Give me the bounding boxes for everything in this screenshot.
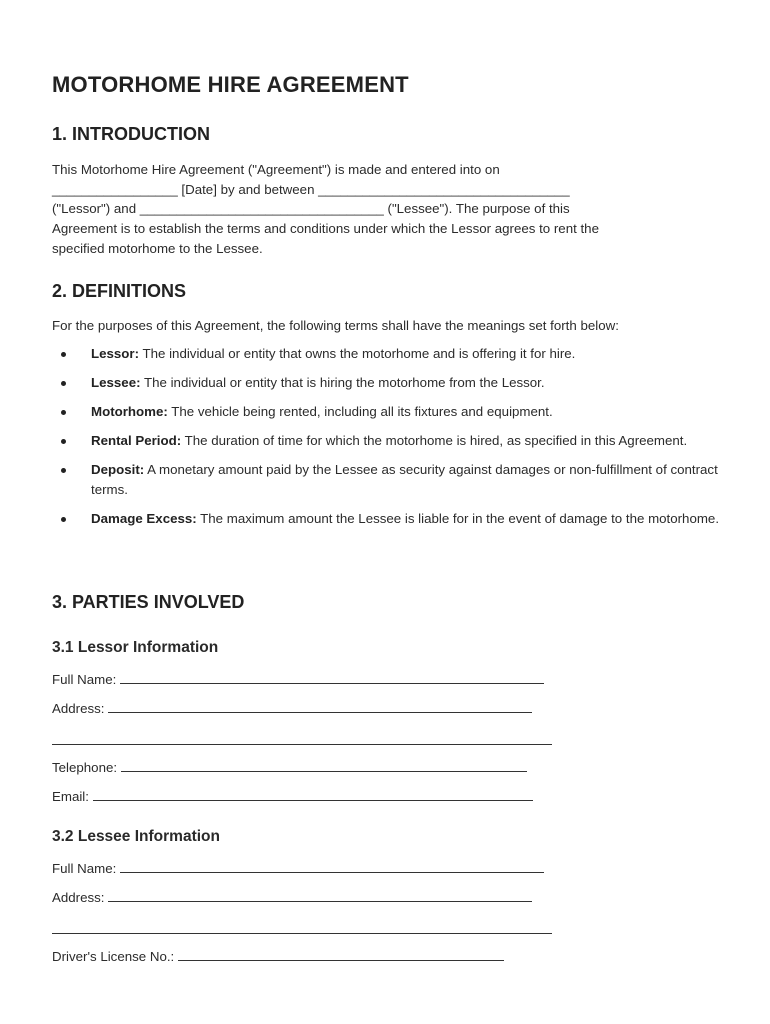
lessor-email-label: Email: (52, 789, 89, 804)
definition-item-lessor (52, 344, 722, 364)
lessor-telephone-label: Telephone: (52, 760, 118, 775)
lessee-license-field (52, 949, 504, 964)
definition-term: Lessee: (91, 375, 141, 391)
lessor-telephone-field (52, 760, 527, 775)
lessee-full-name-field (52, 861, 544, 876)
bullet-icon (61, 381, 66, 386)
lessor-full-name-field (52, 672, 544, 687)
definition-text: The maximum amount the Lessee is liable for in the event of damage to the motorhome. (196, 511, 720, 527)
lessee-full-name-input[interactable] (120, 861, 544, 873)
lessor-telephone-input[interactable] (121, 760, 527, 772)
definition-term: Damage Excess: (91, 511, 197, 527)
document-title: MOTORHOME HIRE AGREEMENT (52, 72, 409, 97)
definitions-list (52, 344, 722, 538)
definition-item-motorhome (52, 402, 722, 422)
definition-term: Motorhome: (91, 404, 168, 420)
intro-line-1: This Motorhome Hire Agreement ("Agreement") is made and entered into on (52, 162, 500, 177)
introduction-heading: 1. INTRODUCTION (52, 124, 211, 144)
lessee-license-input[interactable] (178, 949, 504, 961)
lessor-address-input[interactable] (108, 701, 532, 713)
definition-item-rental-period (52, 431, 722, 451)
lessee-full-name-label: Full Name: (52, 861, 117, 876)
lessee-address-label: Address: (52, 890, 105, 905)
lessor-email-input[interactable] (93, 789, 533, 801)
lessee-address-input[interactable] (108, 890, 532, 902)
definition-text: The individual or entity that is hiring the motorhome from the Lessor. (140, 375, 545, 391)
definition-term: Lessor: (91, 346, 140, 361)
lessee-license-label: Driver's License No.: (52, 949, 175, 964)
lessor-full-name-label: Full Name: (52, 672, 117, 687)
lessor-address-field (52, 701, 532, 716)
intro-line-2: _________________ [Date] by and between __________________________________ (52, 181, 570, 197)
definition-item-lessee (52, 373, 722, 393)
bullet-icon (61, 439, 66, 444)
definitions-heading: 2. DEFINITIONS (52, 281, 187, 301)
bullet-icon (61, 517, 66, 522)
lessee-address-field (52, 890, 532, 905)
lessor-address-line-2-input[interactable] (52, 744, 552, 745)
intro-line-4: Agreement is to establish the terms and conditions under which the Lessor agrees to rent the (52, 221, 599, 237)
parties-heading: 3. PARTIES INVOLVED (52, 592, 245, 612)
definition-text: The vehicle being rented, including all its fixtures and equipment. (167, 404, 553, 420)
introduction-paragraph (52, 160, 702, 259)
bullet-icon (61, 410, 66, 415)
lessee-info-heading: 3.2 Lessee Information (52, 828, 220, 845)
bullet-icon (61, 468, 66, 473)
definition-item-damage-excess (52, 509, 722, 529)
intro-line-3: ("Lessor") and _________________________________ ("Lessee"). The purpose of this (52, 201, 570, 217)
intro-line-5: specified motorhome to the Lessee. (52, 240, 263, 256)
definition-item-deposit (52, 460, 722, 499)
definitions-intro: For the purposes of this Agreement, the following terms shall have the meanings set forth below: (52, 318, 619, 333)
bullet-icon (61, 352, 66, 357)
definition-text: The duration of time for which the motorhome is hired, as specified in this Agreement. (181, 433, 688, 449)
definition-text: The individual or entity that owns the motorhome and is offering it for hire. (139, 346, 576, 361)
lessor-info-heading: 3.1 Lessor Information (52, 639, 219, 656)
definition-term: Rental Period: (91, 433, 182, 449)
definition-term: Deposit: (91, 462, 145, 478)
lessor-full-name-input[interactable] (120, 672, 544, 684)
lessee-address-line-2-input[interactable] (52, 933, 552, 934)
lessor-email-field (52, 789, 533, 804)
lessor-address-label: Address: (52, 701, 105, 716)
definition-text: A monetary amount paid by the Lessee as security against damages or non-fulfillment of contract terms. (91, 462, 718, 498)
